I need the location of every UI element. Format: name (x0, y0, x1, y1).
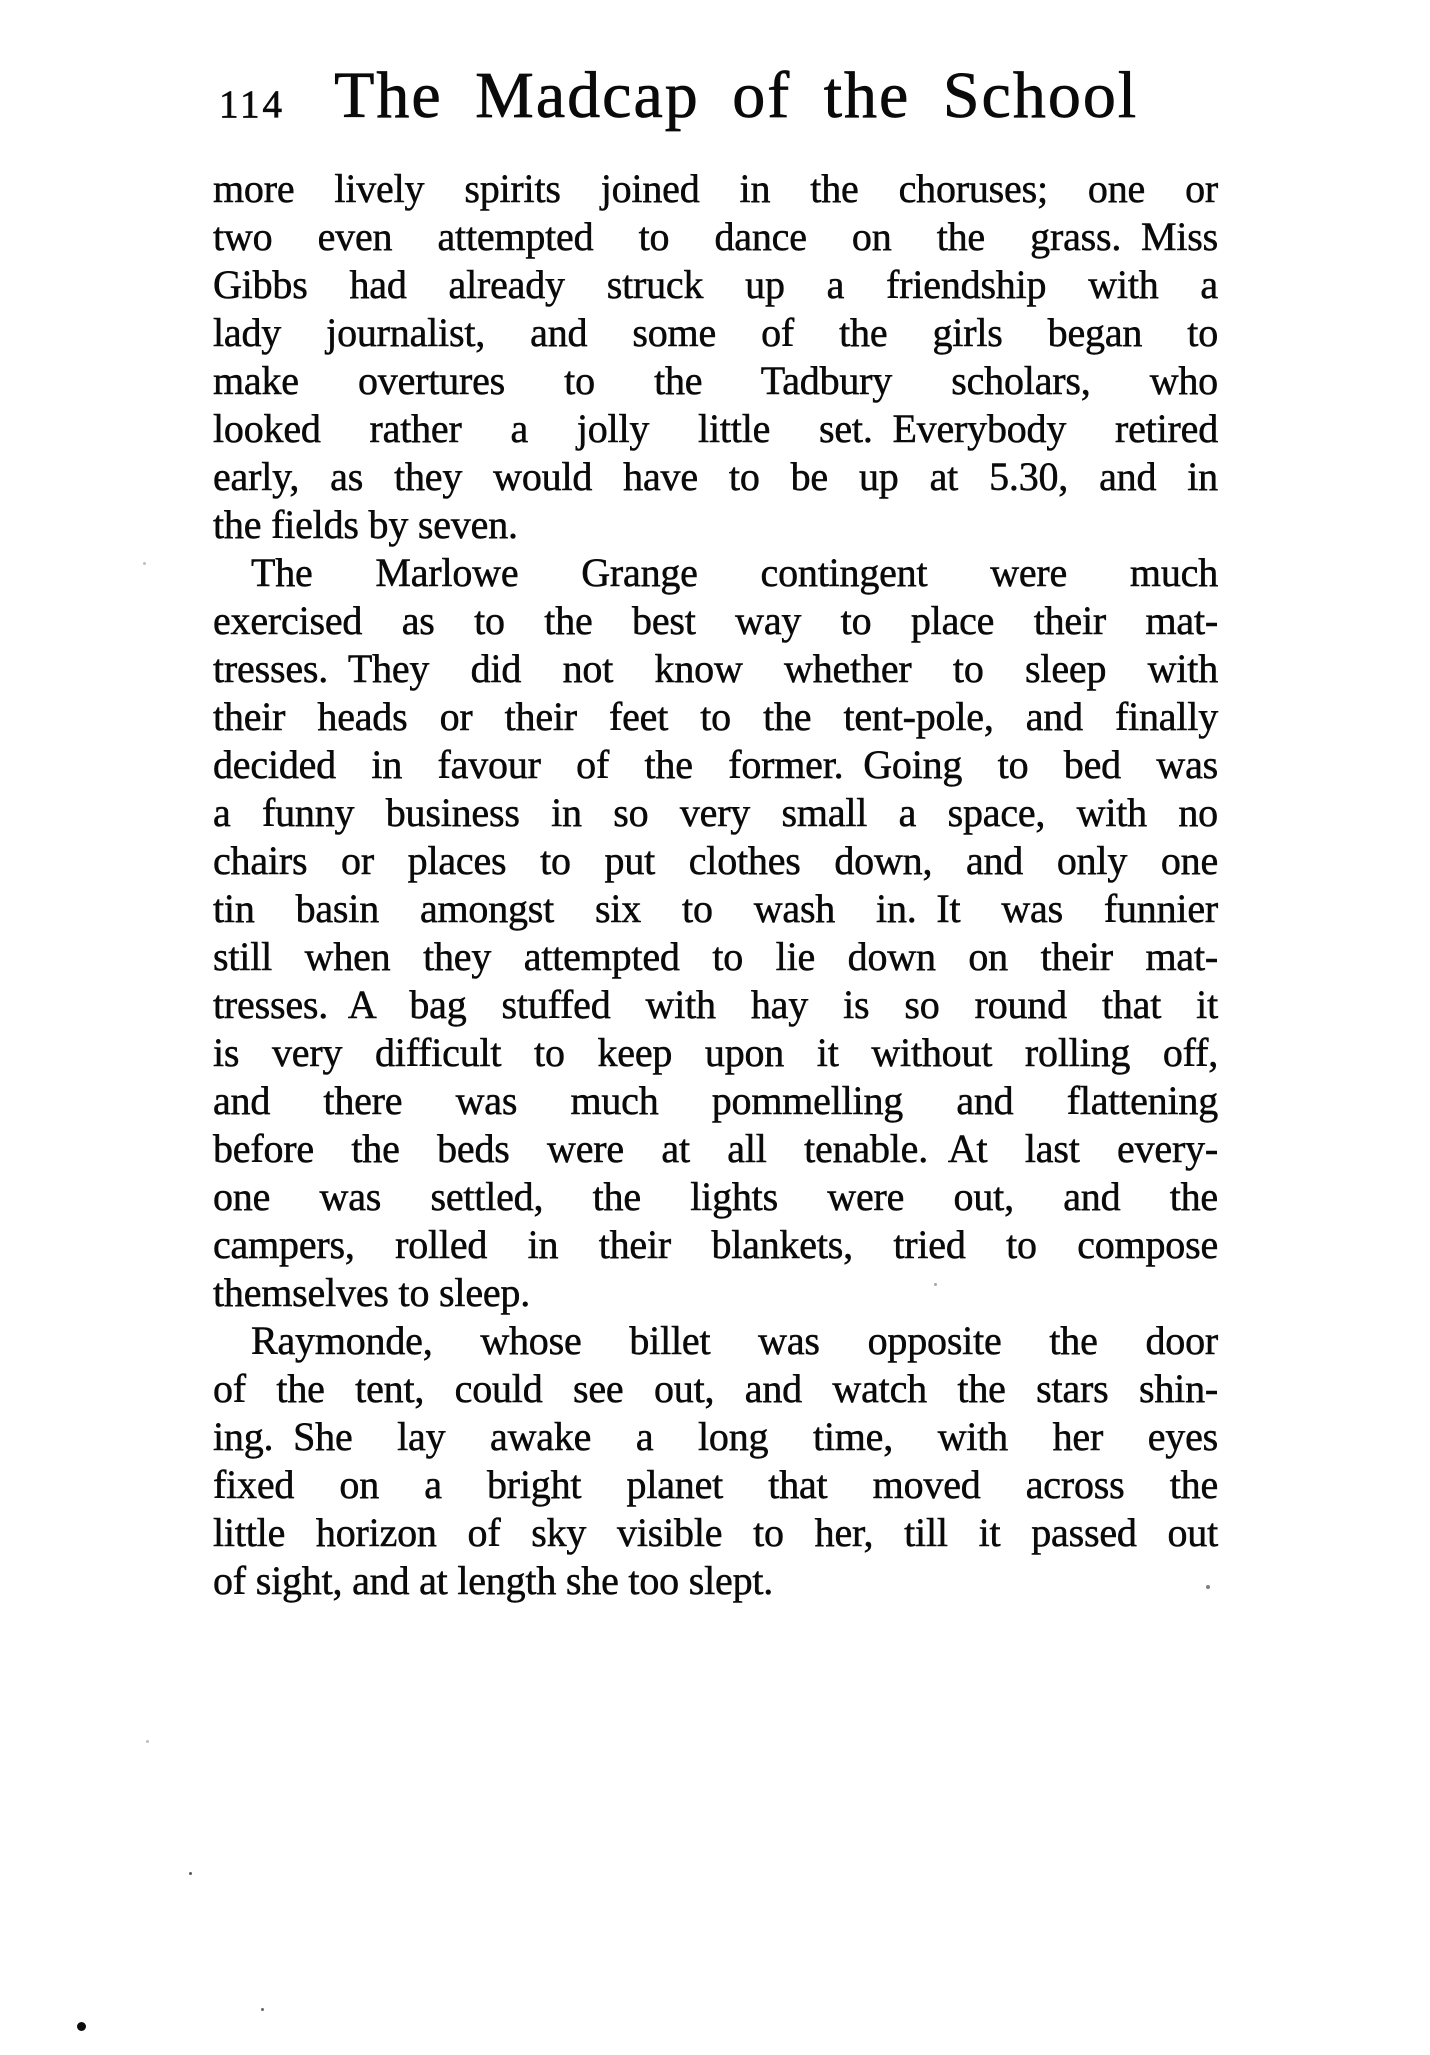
text-line: early, as they would have to be up at 5.30, and in (213, 454, 1218, 499)
text-line: is very difficult to keep upon it without rolling off, (213, 1030, 1218, 1075)
text-line: The Marlowe Grange contingent were much (251, 550, 1218, 595)
text-line: themselves to sleep. (213, 1270, 531, 1315)
body-text (213, 165, 1218, 1605)
text-line: decided in favour of the former. Going to bed was (213, 742, 1218, 787)
text-line: two even attempted to dance on the grass. Miss (213, 214, 1218, 259)
text-line: and there was much pommelling and flattening (213, 1078, 1218, 1123)
text-line: Raymonde, whose billet was opposite the door (251, 1318, 1218, 1363)
text-line: lady journalist, and some of the girls began to (213, 310, 1218, 355)
text-line: little horizon of sky visible to her, till it passed out (213, 1510, 1218, 1555)
text-line: ing. She lay awake a long time, with her eyes (213, 1414, 1218, 1459)
text-line: the fields by seven. (213, 502, 518, 547)
text-line: tresses. A bag stuffed with hay is so round that it (213, 982, 1218, 1027)
page-title: The Madcap of the School (334, 59, 1139, 132)
text-line: exercised as to the best way to place their mat- (213, 598, 1218, 643)
page-number: 114 (219, 83, 286, 126)
text-line: tin basin amongst six to wash in. It was funnier (213, 886, 1218, 931)
page-header (219, 59, 1139, 132)
scan-speck (143, 562, 146, 565)
text-line: campers, rolled in their blankets, tried to compose (213, 1222, 1218, 1267)
scan-speck (1206, 1585, 1210, 1589)
text-line: of the tent, could see out, and watch the stars shin- (213, 1366, 1218, 1411)
text-line: more lively spirits joined in the choruses; one or (213, 166, 1218, 211)
text-line: looked rather a jolly little set. Everybody retired (213, 406, 1218, 451)
text-line: a funny business in so very small a space, with no (213, 790, 1218, 835)
text-line: their heads or their feet to the tent-pole, and finally (213, 694, 1218, 739)
text-line: before the beds were at all tenable. At last every- (213, 1126, 1218, 1171)
text-line: of sight, and at length she too slept. (213, 1558, 774, 1603)
text-line: one was settled, the lights were out, and the (213, 1174, 1218, 1219)
text-line: fixed on a bright planet that moved across the (213, 1462, 1218, 1507)
text-line: tresses. They did not know whether to sleep with (213, 646, 1218, 691)
text-line: make overtures to the Tadbury scholars, who (213, 358, 1218, 403)
text-line: still when they attempted to lie down on their mat- (213, 934, 1218, 979)
scan-speck (77, 2022, 86, 2031)
scan-speck (934, 1283, 937, 1286)
scan-speck (189, 1872, 192, 1875)
scan-speck (261, 2008, 264, 2011)
text-line: chairs or places to put clothes down, and only one (213, 838, 1218, 883)
text-line: Gibbs had already struck up a friendship with a (213, 262, 1218, 307)
scan-speck (146, 1740, 149, 1743)
